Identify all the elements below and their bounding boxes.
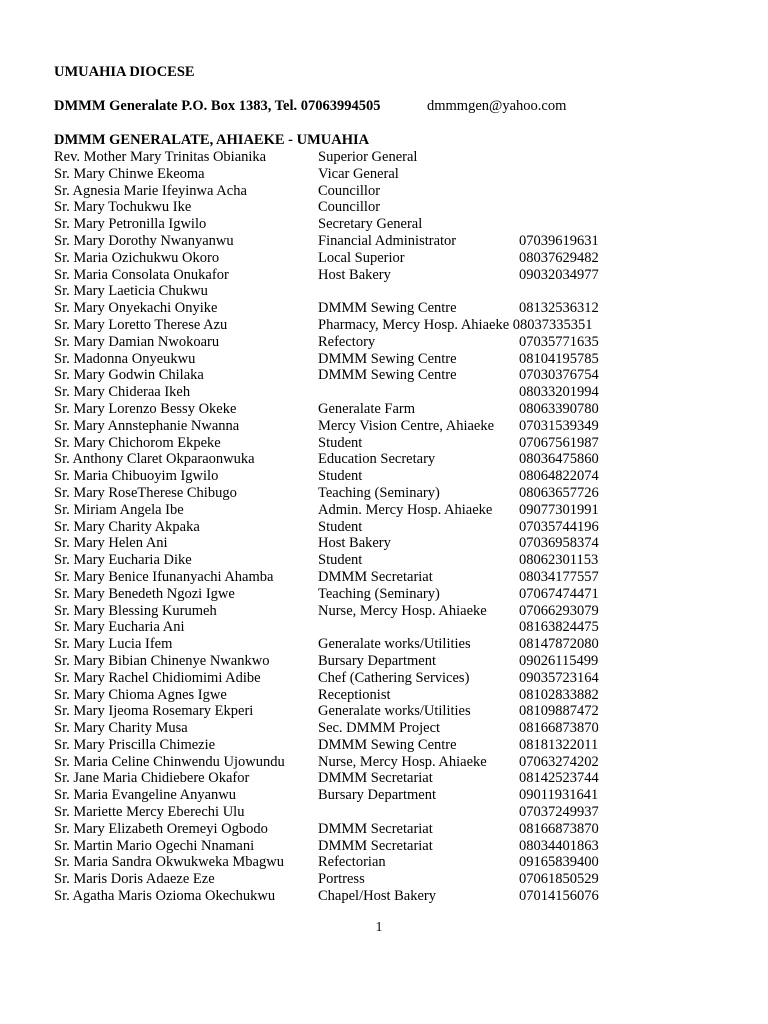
list-item (54, 888, 754, 905)
member-role: DMMM Secretariat (318, 770, 433, 787)
member-phone: 08142523744 (519, 770, 599, 787)
list-item (54, 804, 754, 821)
generalate-address: DMMM Generalate P.O. Box 1383, Tel. 07063994505 (54, 98, 381, 114)
member-role: Generalate works/Utilities (318, 703, 471, 720)
member-phone: 08033201994 (519, 384, 599, 401)
list-item (54, 435, 754, 452)
member-role: Portress (318, 871, 365, 888)
member-name: Rev. Mother Mary Trinitas Obianika (54, 149, 267, 165)
list-item (54, 687, 754, 704)
member-role: DMMM Sewing Centre (318, 350, 457, 367)
member-name: Sr. Mary Eucharia Dike (54, 552, 192, 569)
member-role: Mercy Vision Centre, Ahiaeke (318, 417, 495, 434)
member-phone: 08163824475 (519, 619, 599, 636)
list-item (54, 535, 754, 552)
list-item (54, 485, 754, 502)
member-phone: 08064822074 (519, 468, 599, 485)
list-item (54, 384, 754, 401)
member-name: Sr. Maria Evangeline Anyanwu (54, 787, 237, 804)
member-phone: 09026115499 (519, 652, 599, 669)
member-name: Sr. Mary Benice Ifunanyachi Ahamba (54, 568, 274, 585)
list-item (54, 283, 754, 300)
list-item (54, 183, 754, 200)
member-name: Sr. Mary Loretto Therese Azu (54, 316, 228, 333)
member-name: Sr. Jane Maria Chidiebere Okafor (54, 770, 250, 787)
member-role: DMMM Sewing Centre (318, 367, 457, 384)
list-item (54, 519, 754, 536)
member-role: Bursary Department (318, 787, 436, 804)
member-phone: 07036958374 (519, 535, 599, 552)
member-phone: 08102833882 (519, 686, 599, 703)
member-role: Student (318, 468, 363, 485)
list-item (54, 233, 754, 250)
list-item (54, 653, 754, 670)
member-role: Vicar General (318, 165, 399, 182)
member-phone: 08181322011 (519, 736, 599, 753)
member-name: Sr. Mary Damian Nwokoaru (54, 333, 220, 350)
member-name: Sr. Mary Charity Akpaka (54, 518, 200, 535)
list-item (54, 737, 754, 754)
member-role: Admin. Mercy Hosp. Ahiaeke (318, 501, 493, 518)
member-phone: 09165839400 (519, 854, 599, 871)
member-name: Sr. Mary Benedeth Ngozi Igwe (54, 585, 235, 602)
list-item (54, 216, 754, 233)
member-role: Generalate works/Utilities (318, 636, 471, 653)
member-name: Sr. Mariette Mercy Eberechi Ulu (54, 804, 245, 821)
member-role: Host Bakery (318, 266, 391, 283)
member-phone: 08109887472 (519, 703, 599, 720)
member-phone: 08063390780 (519, 400, 599, 417)
member-phone: 08037629482 (519, 249, 599, 266)
member-name: Sr. Maria Consolata Onukafor (54, 266, 229, 283)
list-item (54, 754, 754, 771)
member-phone: 07039619631 (519, 232, 599, 249)
list-item (54, 854, 754, 871)
list-item (54, 401, 754, 418)
member-role: Student (318, 434, 363, 451)
member-name: Sr. Maria Celine Chinwendu Ujowundu (54, 753, 285, 770)
member-phone: 08036475860 (519, 451, 599, 468)
member-role: Generalate Farm (318, 400, 416, 417)
list-item (54, 300, 754, 317)
list-item (54, 149, 754, 166)
member-phone: 07067474471 (519, 585, 599, 602)
member-role: DMMM Secretariat (318, 837, 433, 854)
member-phone: 07061850529 (519, 871, 599, 888)
member-name: Sr. Mary Charity Musa (54, 720, 188, 737)
member-phone: 08166873870 (519, 820, 599, 837)
member-name: Sr. Maris Doris Adaeze Eze (54, 871, 215, 888)
member-name: Sr. Mary Rachel Chidiomimi Adibe (54, 669, 261, 686)
section-title: DMMM GENERALATE, AHIAEKE - UMUAHIA (54, 132, 370, 148)
list-item (54, 166, 754, 183)
member-name: Sr. Mary Chideraa Ikeh (54, 384, 191, 401)
member-role: Nurse, Mercy Hosp. Ahiaeke (318, 602, 487, 619)
member-role: DMMM Sewing Centre (318, 736, 457, 753)
member-name: Sr. Martin Mario Ogechi Nnamani (54, 837, 255, 854)
member-role: Sec. DMMM Project (318, 720, 441, 737)
member-name: Sr. Maria Chibuoyim Igwilo (54, 468, 219, 485)
list-item (54, 871, 754, 888)
list-item (54, 351, 754, 368)
list-item (54, 720, 754, 737)
member-role: Chapel/Host Bakery (318, 888, 436, 905)
member-role: Pharmacy, Mercy Hosp. Ahiaeke 08037335351 (318, 316, 593, 333)
member-phone: 07067561987 (519, 434, 599, 451)
member-name: Sr. Mary Tochukwu Ike (54, 199, 192, 216)
member-phone: 08063657726 (519, 484, 599, 501)
member-name: Sr. Mary Godwin Chilaka (54, 367, 204, 384)
member-role: Refectorian (318, 854, 386, 871)
member-name: Sr. Agnesia Marie Ifeyinwa Acha (54, 182, 247, 199)
member-role: Student (318, 552, 363, 569)
member-name: Sr. Miriam Angela Ibe (54, 501, 184, 518)
member-name: Sr. Mary Bibian Chinenye Nwankwo (54, 652, 270, 669)
list-item (54, 703, 754, 720)
member-role: Superior General (318, 149, 418, 165)
member-name: Sr. Anthony Claret Okparaonwuka (54, 451, 255, 468)
list-item (54, 317, 754, 334)
member-name: Sr. Mary Ijeoma Rosemary Ekperi (54, 703, 254, 720)
list-item (54, 603, 754, 620)
list-item (54, 418, 754, 435)
list-item (54, 636, 754, 653)
list-item (54, 670, 754, 687)
list-item (54, 552, 754, 569)
member-name: Sr. Mary Chichorom Ekpeke (54, 434, 221, 451)
member-phone: 09035723164 (519, 669, 599, 686)
member-phone: 09032034977 (519, 266, 599, 283)
member-role: Teaching (Seminary) (318, 585, 440, 602)
member-role: Nurse, Mercy Hosp. Ahiaeke (318, 753, 487, 770)
member-role: Financial Administrator (318, 232, 457, 249)
list-item (54, 821, 754, 838)
list-item (54, 468, 754, 485)
member-role: Bursary Department (318, 652, 436, 669)
list-item (54, 199, 754, 216)
member-phone: 08147872080 (519, 636, 599, 653)
member-role: Councillor (318, 182, 381, 199)
list-item (54, 569, 754, 586)
member-name: Sr. Mary Elizabeth Oremeyi Ogbodo (54, 820, 268, 837)
page-number: 1 (375, 919, 383, 934)
list-item (54, 787, 754, 804)
member-role: Councillor (318, 199, 381, 216)
member-name: Sr. Mary Onyekachi Onyike (54, 300, 218, 317)
member-phone: 08132536312 (519, 300, 599, 317)
member-name: Sr. Mary Lucia Ifem (54, 636, 173, 653)
member-name: Sr. Mary Laeticia Chukwu (54, 283, 208, 300)
member-phone: 08104195785 (519, 350, 599, 367)
diocese-heading: UMUAHIA DIOCESE (54, 64, 195, 80)
list-item (54, 770, 754, 787)
generalate-contact-line (54, 98, 567, 115)
member-name: Sr. Mary Chinwe Ekeoma (54, 165, 205, 182)
list-item (54, 334, 754, 351)
member-phone: 07066293079 (519, 602, 599, 619)
list-item (54, 619, 754, 636)
member-phone: 09011931641 (519, 787, 599, 804)
member-phone: 07063274202 (519, 753, 599, 770)
member-name: Sr. Mary Helen Ani (54, 535, 168, 552)
list-item (54, 267, 754, 284)
member-role: Local Superior (318, 249, 405, 266)
member-role: Student (318, 518, 363, 535)
member-name: Sr. Maria Ozichukwu Okoro (54, 249, 220, 266)
member-role: Receptionist (318, 686, 391, 703)
member-role: Teaching (Seminary) (318, 484, 440, 501)
member-phone: 08166873870 (519, 720, 599, 737)
list-item (54, 838, 754, 855)
member-role: DMMM Secretariat (318, 820, 433, 837)
member-phone: 07035771635 (519, 333, 599, 350)
list-item (54, 586, 754, 603)
generalate-email: dmmmgen@yahoo.com (427, 98, 567, 114)
member-name: Sr. Maria Sandra Okwukweka Mbagwu (54, 854, 284, 871)
member-name: Sr. Mary Dorothy Nwanyanwu (54, 232, 234, 249)
member-phone: 07037249937 (519, 804, 599, 821)
list-item (54, 451, 754, 468)
member-role: Secretary General (318, 216, 423, 233)
member-phone: 08034401863 (519, 837, 599, 854)
member-role: Refectory (318, 333, 376, 350)
member-role: DMMM Secretariat (318, 568, 433, 585)
list-item (54, 250, 754, 267)
member-list (54, 149, 754, 905)
member-name: Sr. Mary Priscilla Chimezie (54, 736, 216, 753)
member-phone: 07014156076 (519, 888, 599, 905)
member-phone: 07031539349 (519, 417, 599, 434)
member-phone: 08062301153 (519, 552, 599, 569)
member-name: Sr. Mary Eucharia Ani (54, 619, 185, 636)
member-name: Sr. Mary RoseTherese Chibugo (54, 484, 237, 501)
member-role: Education Secretary (318, 451, 436, 468)
member-role: Host Bakery (318, 535, 391, 552)
member-phone: 09077301991 (519, 501, 599, 518)
member-phone: 07030376754 (519, 367, 599, 384)
member-name: Sr. Mary Blessing Kurumeh (54, 602, 217, 619)
member-phone: 07035744196 (519, 518, 599, 535)
member-role: Chef (Cathering Services) (318, 669, 470, 686)
member-phone: 08034177557 (519, 568, 599, 585)
member-name: Sr. Mary Chioma Agnes Igwe (54, 686, 227, 703)
list-item (54, 367, 754, 384)
member-name: Sr. Mary Annstephanie Nwanna (54, 417, 240, 434)
member-name: Sr. Agatha Maris Ozioma Okechukwu (54, 888, 276, 905)
member-name: Sr. Mary Petronilla Igwilo (54, 216, 207, 233)
member-role: DMMM Sewing Centre (318, 300, 457, 317)
member-name: Sr. Madonna Onyeukwu (54, 350, 196, 367)
list-item (54, 502, 754, 519)
member-name: Sr. Mary Lorenzo Bessy Okeke (54, 400, 237, 417)
